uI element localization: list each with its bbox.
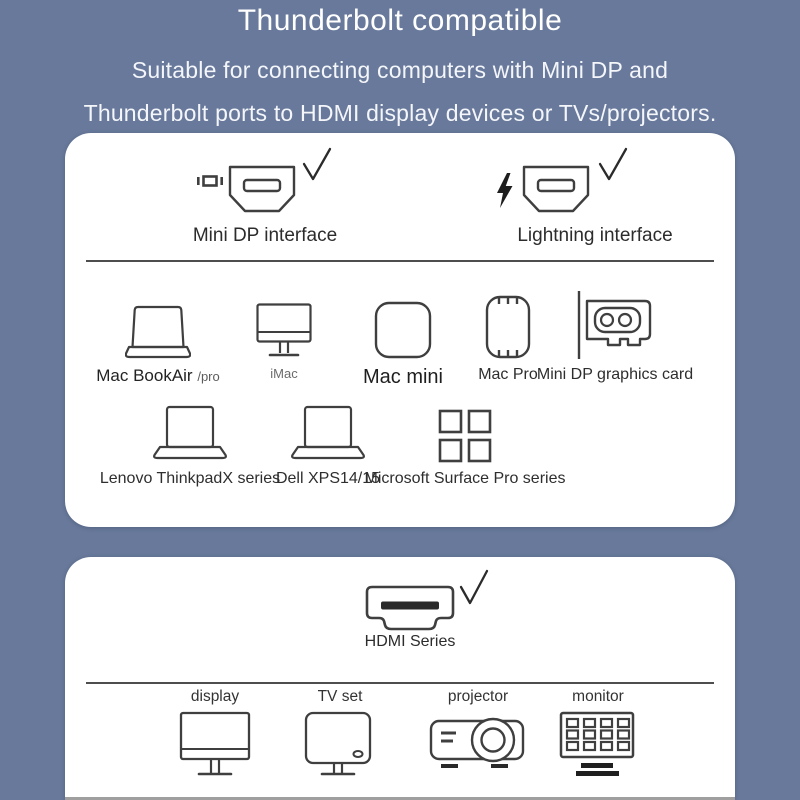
hdmi-connector-icon [365, 585, 455, 631]
checkmark-icon [598, 147, 628, 181]
device-graphics-card [536, 291, 694, 384]
checkmark-icon [459, 569, 489, 605]
mini-dp-interface-group [160, 147, 370, 221]
mac-pro-icon [485, 295, 531, 359]
device-tv-set [270, 688, 410, 783]
lightning-interface-group [460, 147, 670, 221]
laptop-icon [153, 405, 227, 463]
device-label-suffix: /pro [197, 369, 220, 384]
tv-icon [304, 711, 376, 779]
device-label: monitor [572, 688, 624, 705]
device-projector [408, 688, 548, 783]
hdmi-card [65, 557, 735, 800]
divider-line [86, 260, 714, 262]
device-label: projector [447, 688, 509, 705]
device-label: Lenovo ThinkpadX series [99, 470, 281, 487]
projector-icon [429, 711, 527, 771]
device-label: iMac [270, 366, 298, 381]
hdmi-interface-group [363, 567, 493, 633]
interfaces-card [65, 133, 735, 527]
device-label: TV set [317, 688, 363, 705]
device-label: Mac Pro [478, 366, 538, 383]
divider-line [86, 682, 714, 684]
lightning-connector-icon [522, 165, 590, 213]
device-label: Microsoft Surface Pro series [364, 470, 566, 487]
device-label: Dell XPS14/15 [275, 470, 381, 487]
page-title: Thunderbolt compatible [237, 4, 563, 37]
device-label: Mini DP graphics card [536, 366, 694, 383]
mini-dp-interface-label: Mini DP interface [192, 225, 338, 246]
mac-mini-icon [374, 301, 432, 359]
device-display [145, 688, 285, 783]
monitor-wall-icon [559, 711, 637, 778]
microsoft-logo-icon [438, 409, 492, 463]
device-label [96, 366, 220, 386]
device-label: Mac mini [362, 366, 443, 388]
device-label: display [190, 688, 240, 705]
macbook-icon [125, 305, 191, 359]
lightning-bolt-icon [496, 173, 514, 209]
subtitle-line-2: Thunderbolt ports to HDMI display devices or TVs/projectors. [83, 100, 717, 126]
displayport-logo-icon [196, 175, 224, 187]
imac-icon [256, 303, 312, 359]
graphics-card-icon [574, 291, 656, 359]
laptop-icon [291, 405, 365, 463]
checkmark-icon [302, 147, 332, 181]
device-surface [365, 401, 565, 488]
device-macbook [88, 291, 228, 386]
subtitle-line-1: Suitable for connecting computers with Mini DP and [131, 57, 669, 83]
display-icon [179, 711, 251, 779]
lightning-interface-label: Lightning interface [517, 225, 673, 246]
mini-dp-connector-icon [228, 165, 296, 213]
device-label-text: Mac BookAir [96, 366, 193, 385]
device-monitor [528, 688, 668, 783]
hdmi-series-label: HDMI Series [364, 633, 456, 650]
